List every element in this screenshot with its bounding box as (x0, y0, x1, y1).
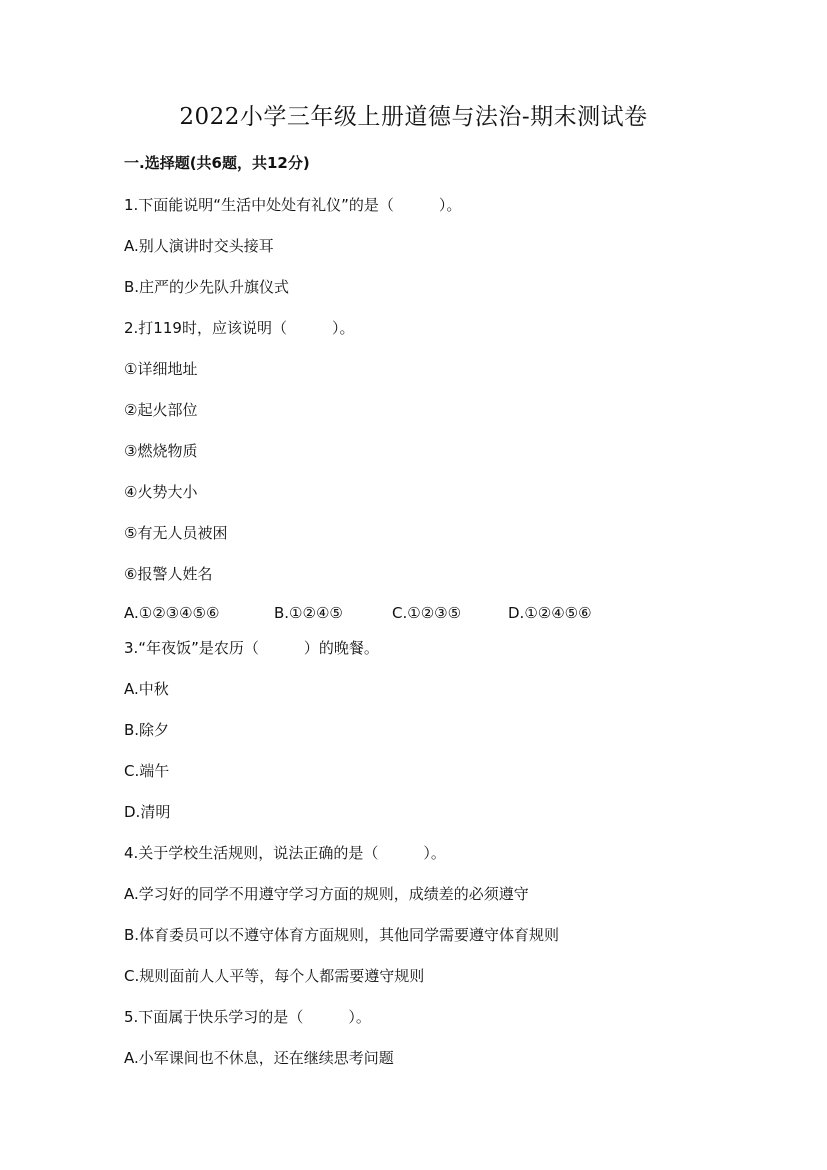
question-2-option-d: D.①②④⑤⑥ (508, 604, 592, 622)
question-3-option-b: B.除夕 (124, 721, 170, 739)
question-5-stem: 5.下面属于快乐学习的是（ ）。 (124, 1008, 371, 1026)
question-2-item-4: ④火势大小 (124, 483, 198, 501)
question-4-option-b: B.体育委员可以不遵守体育方面规则，其他同学需要遵守体育规则 (124, 926, 560, 944)
question-2-item-2: ②起火部位 (124, 401, 198, 419)
question-4-option-c: C.规则面前人人平等，每个人都需要遵守规则 (124, 967, 425, 985)
question-3-option-c: C.端午 (124, 762, 170, 780)
question-2-option-b: B.①②④⑤ (274, 604, 343, 622)
section-heading: 一.选择题(共6题，共12分) (124, 154, 310, 172)
question-2-item-3: ③燃烧物质 (124, 442, 198, 460)
question-2-item-1: ①详细地址 (124, 360, 198, 378)
question-2-item-5: ⑤有无人员被困 (124, 524, 228, 542)
question-3-option-a: A.中秋 (124, 680, 169, 698)
question-2-stem: 2.打119时，应该说明（ ）。 (124, 319, 355, 337)
question-4-stem: 4.关于学校生活规则，说法正确的是（ ）。 (124, 844, 446, 862)
page-title: 2022小学三年级上册道德与法治-期末测试卷 (179, 104, 648, 130)
question-4-option-a: A.学习好的同学不用遵守学习方面的规则，成绩差的必须遵守 (124, 885, 529, 903)
question-3-option-d: D.清明 (124, 803, 171, 821)
question-1-stem: 1.下面能说明“生活中处处有礼仪”的是（ ）。 (124, 196, 462, 214)
question-2-option-a: A.①②③④⑤⑥ (124, 604, 220, 622)
question-3-stem: 3.“年夜饭”是农历（ ）的晚餐。 (124, 639, 379, 657)
question-2-option-c: C.①②③⑤ (392, 604, 462, 622)
question-2-item-6: ⑥报警人姓名 (124, 565, 213, 583)
question-1-option-a: A.别人演讲时交头接耳 (124, 237, 274, 255)
question-1-option-b: B.庄严的少先队升旗仪式 (124, 278, 290, 296)
question-5-option-a: A.小军课间也不休息，还在继续思考问题 (124, 1049, 394, 1067)
